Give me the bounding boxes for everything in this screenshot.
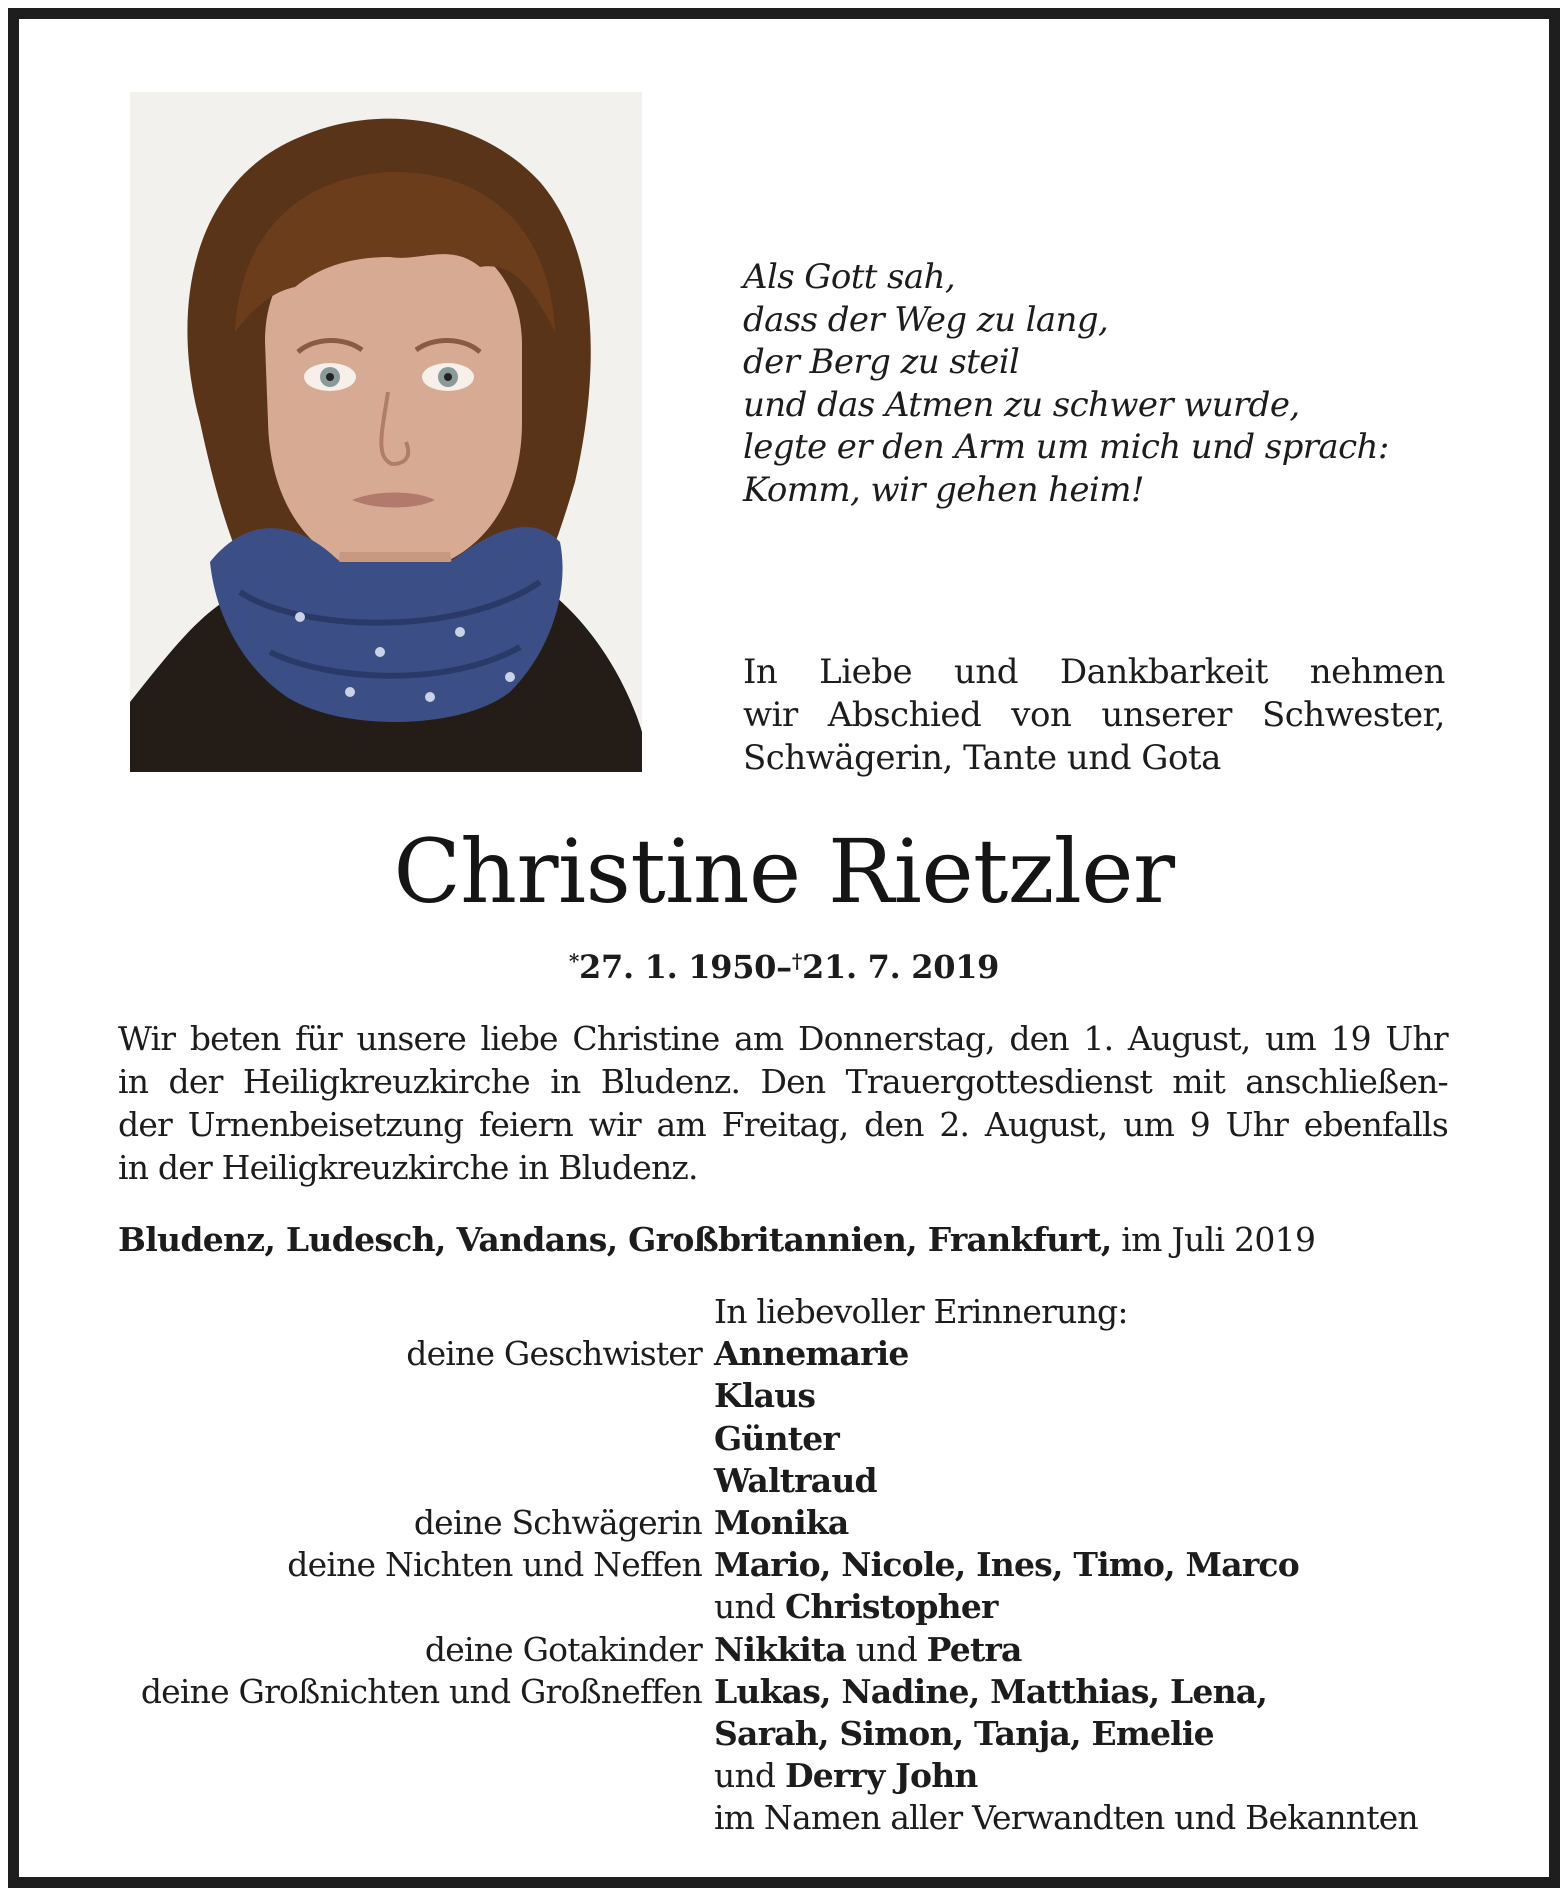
paragraph-word: den bbox=[864, 1105, 924, 1144]
mourner-row bbox=[0, 1460, 1568, 1502]
paragraph-line-2 bbox=[118, 1060, 1448, 1103]
intro-word: nehmen bbox=[1309, 652, 1445, 692]
paragraph-word: liebe bbox=[480, 1019, 558, 1058]
paragraph-word: um bbox=[1264, 1019, 1316, 1058]
mourner-row bbox=[0, 1586, 1568, 1628]
service-paragraph bbox=[118, 1017, 1448, 1189]
mourner-row bbox=[0, 1544, 1568, 1586]
intro-line-1 bbox=[743, 651, 1445, 694]
intro-text bbox=[743, 651, 1445, 780]
death-date: 21. 7. 2019 bbox=[802, 948, 1000, 986]
paragraph-word: Urnenbeisetzung bbox=[187, 1105, 464, 1144]
birth-date: 27. 1. 1950 bbox=[579, 948, 777, 986]
poem-line: legte er den Arm um mich und sprach: bbox=[743, 427, 1389, 467]
mourner-row bbox=[0, 1797, 1568, 1839]
mourner-row bbox=[0, 1629, 1568, 1671]
mourners-heading-row bbox=[0, 1291, 1568, 1333]
intro-word: von bbox=[1011, 695, 1072, 735]
poem-line: dass der Weg zu lang, bbox=[743, 299, 1109, 340]
paragraph-word: wir bbox=[588, 1105, 641, 1144]
paragraph-word: feiern bbox=[478, 1105, 574, 1144]
mourner-row bbox=[0, 1375, 1568, 1417]
paragraph-word: Donnerstag, bbox=[797, 1019, 995, 1058]
paragraph-word: Trauergottesdienst bbox=[845, 1062, 1152, 1101]
paragraph-line-3 bbox=[118, 1103, 1448, 1146]
paragraph-word: am bbox=[734, 1019, 784, 1058]
mourner-name: Günter bbox=[714, 1418, 839, 1458]
intro-word: In bbox=[743, 652, 778, 692]
paragraph-word: unsere bbox=[356, 1019, 466, 1058]
mourner-row bbox=[0, 1755, 1568, 1797]
poem-line: Als Gott sah, bbox=[743, 257, 956, 297]
mourner-row bbox=[0, 1418, 1568, 1460]
paragraph-word: Christine bbox=[572, 1019, 720, 1058]
paragraph-word: August, bbox=[984, 1105, 1108, 1144]
poem-line: der Berg zu steil bbox=[743, 342, 1020, 382]
life-dates bbox=[0, 947, 1568, 991]
places-line bbox=[118, 1218, 1458, 1261]
paragraph-word: Uhr bbox=[1385, 1019, 1448, 1058]
paragraph-word: anschließen- bbox=[1245, 1062, 1448, 1101]
intro-line-2 bbox=[743, 694, 1445, 737]
paragraph-word: Bludenz. bbox=[600, 1062, 741, 1101]
mourner-names bbox=[714, 1586, 998, 1628]
paragraph-word: den bbox=[1009, 1019, 1069, 1058]
mourner-names bbox=[714, 1629, 1022, 1671]
und-word: und bbox=[714, 1587, 776, 1627]
paragraph-word: beten bbox=[189, 1019, 281, 1058]
mourner-name: Lukas, Nadine, Matthias, Lena, bbox=[714, 1671, 1268, 1711]
paragraph-word: Freitag, bbox=[721, 1105, 849, 1144]
place-date: im Juli 2019 bbox=[1111, 1220, 1316, 1259]
relation-label: deine Großnichten und Großneffen bbox=[140, 1671, 702, 1711]
portrait-image bbox=[130, 92, 642, 772]
mourner-name: Klaus bbox=[714, 1376, 816, 1416]
intro-word: Liebe bbox=[819, 652, 913, 692]
paragraph-word: Wir bbox=[118, 1019, 176, 1058]
mourner-row bbox=[0, 1502, 1568, 1544]
intro-word: Abschied bbox=[827, 695, 982, 735]
death-symbol: † bbox=[791, 949, 803, 973]
mourner-name: Derry John bbox=[784, 1756, 978, 1796]
intro-word: wir bbox=[743, 695, 798, 735]
poem-line: Komm, wir gehen heim! bbox=[743, 469, 1144, 510]
mourner-names bbox=[714, 1755, 978, 1797]
mourner-name: Monika bbox=[714, 1503, 849, 1543]
paragraph-word: der bbox=[168, 1062, 223, 1101]
poem-line: und das Atmen zu schwer wurde, bbox=[743, 384, 1300, 425]
mourners-heading: In liebevoller Erinnerung: bbox=[714, 1292, 1128, 1331]
paragraph-word: Uhr bbox=[1225, 1105, 1289, 1144]
birth-symbol: * bbox=[568, 949, 580, 973]
und-word: und bbox=[714, 1756, 776, 1796]
deceased-name: Christine Rietzler bbox=[393, 820, 1175, 923]
relation-label: deine Nichten und Neffen bbox=[287, 1545, 702, 1585]
intro-word: unserer bbox=[1101, 695, 1232, 735]
intro-word: Schwester, bbox=[1261, 695, 1445, 735]
intro-line-3: Schwägerin, Tante und Gota bbox=[743, 738, 1221, 778]
relation-label: deine Geschwister bbox=[406, 1334, 702, 1374]
paragraph-word: ebenfalls bbox=[1303, 1105, 1448, 1144]
date-separator: – bbox=[776, 948, 792, 986]
poem bbox=[743, 256, 1443, 511]
paragraph-word: der bbox=[118, 1105, 173, 1144]
mourner-name: Petra bbox=[926, 1629, 1022, 1669]
paragraph-word: für bbox=[295, 1019, 342, 1058]
paragraph-word: 2. bbox=[939, 1105, 970, 1144]
paragraph-word: in bbox=[118, 1062, 149, 1101]
intro-word: Dankbarkeit bbox=[1059, 652, 1268, 692]
mourner-name: Sarah, Simon, Tanja, Emelie bbox=[714, 1714, 1214, 1754]
mourner-row bbox=[0, 1713, 1568, 1755]
mourners-list bbox=[0, 1291, 1568, 1840]
paragraph-word: 19 bbox=[1330, 1019, 1371, 1058]
portrait-photo bbox=[130, 92, 642, 772]
paragraph-line-1 bbox=[118, 1017, 1448, 1060]
mourner-name: Annemarie bbox=[714, 1334, 909, 1374]
places-list: Bludenz, Ludesch, Vandans, Großbritannien, Frankfurt, bbox=[118, 1220, 1112, 1259]
mourner-row bbox=[0, 1671, 1568, 1713]
paragraph-line-4: in der Heiligkreuzkirche in Bludenz. bbox=[118, 1148, 698, 1187]
mourner-name: Waltraud bbox=[714, 1460, 877, 1500]
paragraph-word: in bbox=[550, 1062, 581, 1101]
paragraph-word: 9 bbox=[1189, 1105, 1210, 1144]
paragraph-word: Heiligkreuzkirche bbox=[242, 1062, 530, 1101]
relation-label: deine Schwägerin bbox=[413, 1503, 702, 1543]
mourner-name: Nikkita bbox=[714, 1629, 846, 1669]
relation-label: deine Gotakinder bbox=[424, 1629, 702, 1669]
closing-line: im Namen aller Verwandten und Bekannten bbox=[714, 1798, 1418, 1838]
paragraph-word: am bbox=[656, 1105, 706, 1144]
paragraph-word: 1. bbox=[1083, 1019, 1114, 1058]
mourner-name: Mario, Nicole, Ines, Timo, Marco bbox=[714, 1545, 1299, 1585]
mourner-name: Christopher bbox=[784, 1587, 998, 1627]
und-word: und bbox=[855, 1629, 917, 1669]
paragraph-word: Den bbox=[760, 1062, 826, 1101]
intro-word: und bbox=[953, 652, 1019, 692]
paragraph-word: mit bbox=[1172, 1062, 1225, 1101]
mourner-row bbox=[0, 1333, 1568, 1375]
paragraph-word: August, bbox=[1127, 1019, 1251, 1058]
paragraph-word: um bbox=[1123, 1105, 1175, 1144]
